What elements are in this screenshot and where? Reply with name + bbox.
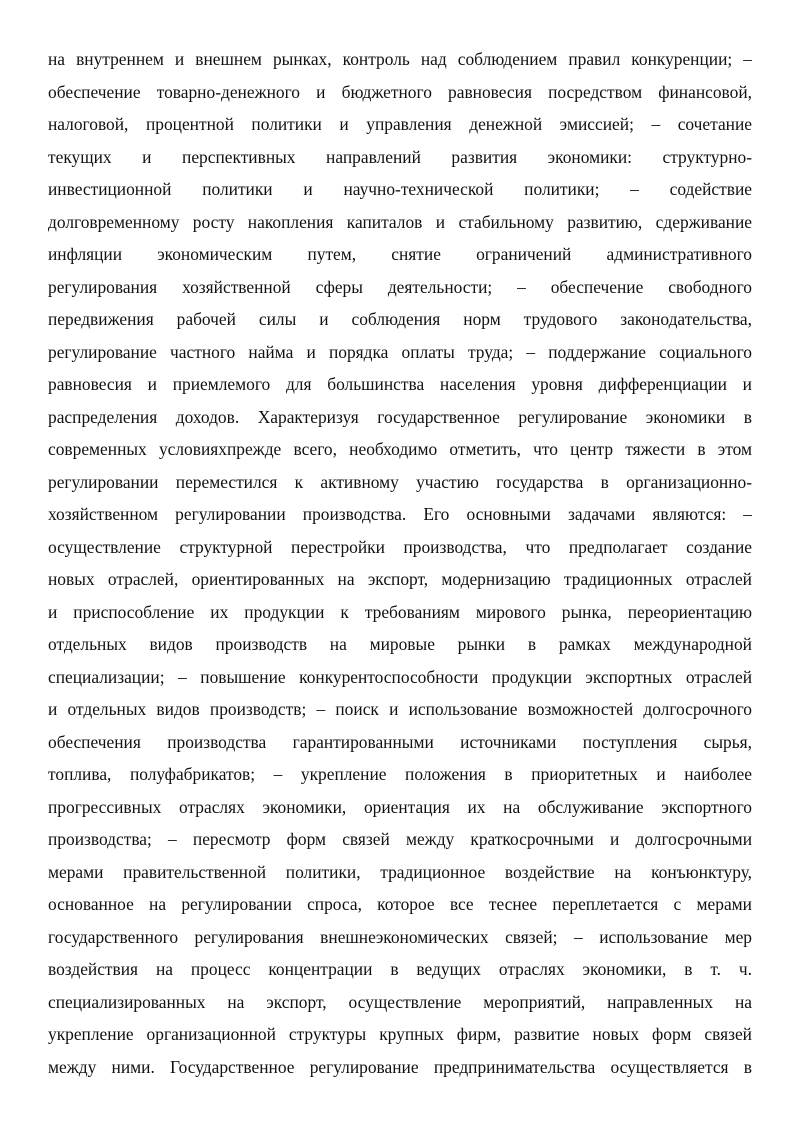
text-line-7: инфляции экономическим путем, снятие ограничений административного — [48, 244, 752, 264]
text-line-31: укрепление организационной структуры крупных фирм, развитие новых форм связей — [48, 1024, 752, 1044]
text-line-15: хозяйственном регулировании производства. Его основными задачами являются: – — [48, 504, 752, 524]
text-line-5: инвестиционной политики и научно-технической политики; – содействие — [48, 179, 752, 199]
text-line-29: воздействия на процесс концентрации в ведущих отраслях экономики, в т. ч. — [48, 959, 752, 979]
text-line-32: между ними. Государственное регулирование предпринимательства осуществляется в — [48, 1056, 752, 1077]
text-line-30: специализированных на экспорт, осуществление мероприятий, направленных на — [48, 991, 752, 1012]
text-line-11: равновесия и приемлемого для большинства населения уровня дифференциации и — [48, 374, 752, 394]
text-line-22: обеспечения производства гарантированными источниками поступления сырья, — [48, 731, 752, 752]
text-line-28: государственного регулирования внешнеэкономических связей; – использование мер — [48, 926, 752, 947]
text-line-9: передвижения рабочей силы и соблюдения норм трудового законодательства, — [48, 309, 752, 329]
text-line-16: осуществление структурной перестройки производства, что предполагает создание — [48, 536, 752, 557]
text-line-23: топлива, полуфабрикатов; – укрепление положения в приоритетных и наиболее — [48, 764, 752, 784]
text-line-6: долговременному росту накопления капиталов и стабильному развитию, сдерживание — [48, 211, 752, 232]
text-line-8: регулирования хозяйственной сферы деятельности; – обеспечение свободного — [48, 276, 752, 297]
text-line-21: и отдельных видов производств; – поиск и использование возможностей долгосрочного — [48, 699, 752, 719]
text-line-3: налоговой, процентной политики и управления денежной эмиссией; – сочетание — [48, 114, 752, 134]
text-line-14: регулировании переместился к активному участию государства в организационно- — [48, 471, 752, 492]
text-line-27: основанное на регулировании спроса, которое все теснее переплетается с мерами — [48, 894, 752, 914]
text-line-24: прогрессивных отраслях экономики, ориентация их на обслуживание экспортного — [48, 796, 752, 817]
text-line-19: отдельных видов производств на мировые рынки в рамках международной — [48, 634, 752, 654]
text-line-10: регулирование частного найма и порядка оплаты труда; – поддержание социального — [48, 341, 752, 362]
text-line-4: текущих и перспективных направлений развития экономики: структурно- — [48, 146, 752, 167]
text-line-18: и приспособление их продукции к требованиям мирового рынка, переориентацию — [48, 601, 752, 622]
text-line-12: распределения доходов. Характеризуя государственное регулирование экономики в — [48, 406, 752, 427]
text-line-20: специализации; – повышение конкурентоспособности продукции экспортных отраслей — [48, 666, 752, 687]
text-line-26: мерами правительственной политики, традиционное воздействие на конъюнктуру, — [48, 861, 752, 882]
text-line-25: производства; – пересмотр форм связей между краткосрочными и долгосрочными — [48, 829, 752, 849]
text-line-17: новых отраслей, ориентированных на экспорт, модернизацию традиционных отраслей — [48, 569, 752, 589]
text-line-1: на внутреннем и внешнем рынках, контроль над соблюдением правил конкуренции; – — [48, 49, 752, 69]
text-line-13: современных условияхпрежде всего, необходимо отметить, что центр тяжести в этом — [48, 439, 752, 459]
text-line-2: обеспечение товарно-денежного и бюджетного равновесия посредством финансовой, — [48, 81, 752, 102]
body-text — [48, 43, 752, 1083]
